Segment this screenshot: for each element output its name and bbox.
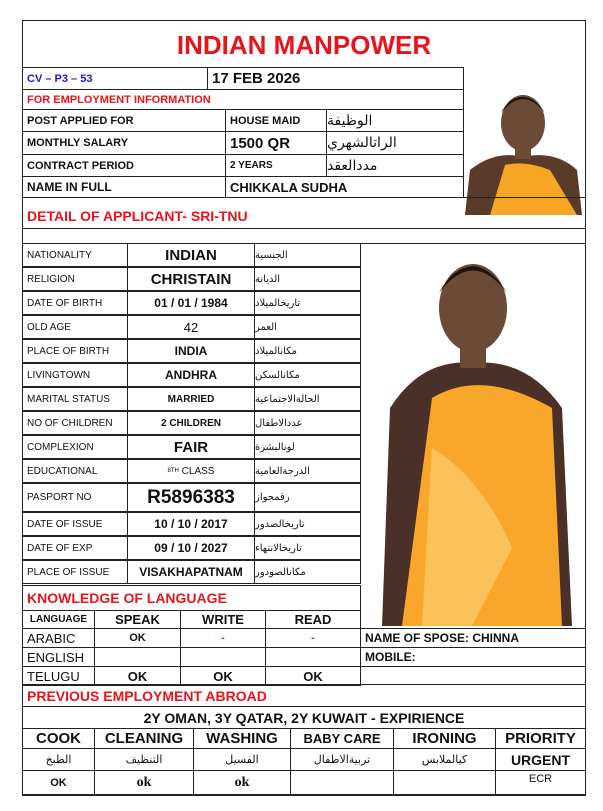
language-speak-value: OK xyxy=(94,628,181,648)
skill-arabic-label: التنظيف xyxy=(94,748,194,771)
detail-value: 10 / 10 / 2017 xyxy=(127,512,255,536)
detail-arabic-label: الديانة xyxy=(254,267,361,291)
language-speak-value: OK xyxy=(94,666,181,686)
detail-value: 42 xyxy=(127,315,255,339)
language-column-header: LANGUAGE xyxy=(22,610,95,629)
skill-arabic-label: تربيةالاطفال xyxy=(290,748,394,771)
blank-row xyxy=(22,228,586,244)
language-name: TELUGU xyxy=(22,666,95,686)
detail-value: INDIAN xyxy=(127,243,255,267)
mobile-number: MOBILE: xyxy=(360,647,586,667)
cv-reference: CV – P3 – 53 xyxy=(22,67,208,90)
language-write-value: - xyxy=(180,628,266,648)
spouse-name: NAME OF SPOSE: CHINNA xyxy=(360,628,586,648)
skill-arabic-label: كيالملابس xyxy=(393,748,496,771)
detail-arabic-label: الدرجةالعامية xyxy=(254,459,361,483)
language-column-header: READ xyxy=(265,610,361,629)
detail-arabic-label: العمر xyxy=(254,315,361,339)
language-read-value xyxy=(265,647,361,667)
language-read-value: - xyxy=(265,628,361,648)
detail-label: EDUCATIONAL xyxy=(22,459,128,483)
detail-label: RELIGION xyxy=(22,267,128,291)
detail-value: INDIA xyxy=(127,339,255,363)
detail-heading-text: DETAIL OF APPLICANT- SRI-TNU xyxy=(27,208,248,224)
detail-label: COMPLEXION xyxy=(22,435,128,459)
skill-arabic-label: الفسيل xyxy=(193,748,291,771)
detail-arabic-label: مكانالميلاد xyxy=(254,339,361,363)
detail-label: DATE OF ISSUE xyxy=(22,512,128,536)
employment-label: MONTHLY SALARY xyxy=(22,131,226,155)
employment-arabic-label: مددالعقد xyxy=(326,154,464,177)
employment-label: CONTRACT PERIOD xyxy=(22,154,226,177)
employment-heading: FOR EMPLOYMENT INFORMATION xyxy=(22,89,464,110)
skill-header: IRONING xyxy=(393,728,496,749)
detail-value xyxy=(127,459,255,483)
detail-value: 09 / 10 / 2027 xyxy=(127,536,255,560)
detail-label: NO OF CHILDREN xyxy=(22,411,128,435)
skill-header: CLEANING xyxy=(94,728,194,749)
detail-label: PLACE OF ISSUE xyxy=(22,560,128,584)
language-heading: KNOWLEDGE OF LANGUAGE xyxy=(22,585,361,611)
employment-label: POST APPLIED FOR xyxy=(22,109,226,132)
detail-label: DATE OF EXP xyxy=(22,536,128,560)
detail-value: 01 / 01 / 1984 xyxy=(127,291,255,315)
detail-label: NATIONALITY xyxy=(22,243,128,267)
detail-value: VISAKHAPATNAM xyxy=(127,560,255,584)
employment-value: CHIKKALA SUDHA xyxy=(225,176,464,198)
page-title: INDIAN MANPOWER xyxy=(176,30,432,60)
skill-arabic-label: الطبخ xyxy=(22,748,95,771)
detail-value: FAIR xyxy=(127,435,255,459)
language-write-value: OK xyxy=(180,666,266,686)
detail-label: MARITAL STATUS xyxy=(22,387,128,411)
detail-value: R5896383 xyxy=(127,483,255,512)
detail-arabic-label: رقمجواز xyxy=(254,483,361,512)
skill-header: BABY CARE xyxy=(290,728,394,749)
cv-date: 17 FEB 2026 xyxy=(207,67,464,90)
skill-value: OK xyxy=(22,770,95,795)
ecr-status: ECR xyxy=(495,770,586,795)
previous-employment-heading: PREVIOUS EMPLOYMENT ABROAD xyxy=(22,684,586,707)
language-write-value xyxy=(180,647,266,667)
language-name: ARABIC xyxy=(22,628,95,648)
language-name: ENGLISH xyxy=(22,647,95,667)
detail-value: ANDHRA xyxy=(127,363,255,387)
detail-arabic-label: الجنسية xyxy=(254,243,361,267)
detail-value: 2 CHILDREN xyxy=(127,411,255,435)
skill-header: PRIORITY xyxy=(495,728,586,749)
blank-cell xyxy=(360,666,586,685)
detail-value-text: CLASS xyxy=(181,465,215,477)
detail-label: PASPORT NO xyxy=(22,483,128,512)
detail-arabic-label: الحالةالاجتماعية xyxy=(254,387,361,411)
detail-arabic-label: مكانالسكن xyxy=(254,363,361,387)
detail-arabic-label: تاريخالصدور xyxy=(254,512,361,536)
detail-arabic-label: مكانالصودور xyxy=(254,560,361,584)
applicant-photo-large xyxy=(362,248,584,626)
detail-heading xyxy=(22,197,586,229)
language-speak-value xyxy=(94,647,181,667)
skill-header: WASHING xyxy=(193,728,291,749)
skill-value xyxy=(393,770,496,795)
employment-arabic-label: الوظيفة xyxy=(326,109,464,132)
priority-value: URGENT xyxy=(495,748,586,771)
detail-arabic-label: تاريخالانتهاء xyxy=(254,536,361,560)
employment-arabic-label: الراتالشهري xyxy=(326,131,464,155)
skill-value: ok xyxy=(94,770,194,795)
detail-label: PLACE OF BIRTH xyxy=(22,339,128,363)
detail-arabic-label: تاريخالميلاد xyxy=(254,291,361,315)
language-read-value: OK xyxy=(265,666,361,686)
detail-label: LIVINGTOWN xyxy=(22,363,128,387)
detail-arabic-label: عددالاطفال xyxy=(254,411,361,435)
skill-value: ok xyxy=(193,770,291,795)
detail-value: CHRISTAIN xyxy=(127,267,255,291)
employment-value: 1500 QR xyxy=(225,131,327,155)
employment-value: 2 YEARS xyxy=(225,154,327,177)
superscript: 8TH xyxy=(167,468,179,474)
skill-value xyxy=(290,770,394,795)
skill-header: COOK xyxy=(22,728,95,749)
language-column-header: SPEAK xyxy=(94,610,181,629)
detail-value: MARRIED xyxy=(127,387,255,411)
experience: 2Y OMAN, 3Y QATAR, 2Y KUWAIT - EXPIRIENCE xyxy=(22,706,586,729)
detail-label: OLD AGE xyxy=(22,315,128,339)
detail-label: DATE OF BIRTH xyxy=(22,291,128,315)
detail-arabic-label: لونالبشرة xyxy=(254,435,361,459)
language-column-header: WRITE xyxy=(180,610,266,629)
applicant-photo-small xyxy=(465,75,582,215)
employment-label: NAME IN FULL xyxy=(22,176,226,198)
employment-value: HOUSE MAID xyxy=(225,109,327,132)
